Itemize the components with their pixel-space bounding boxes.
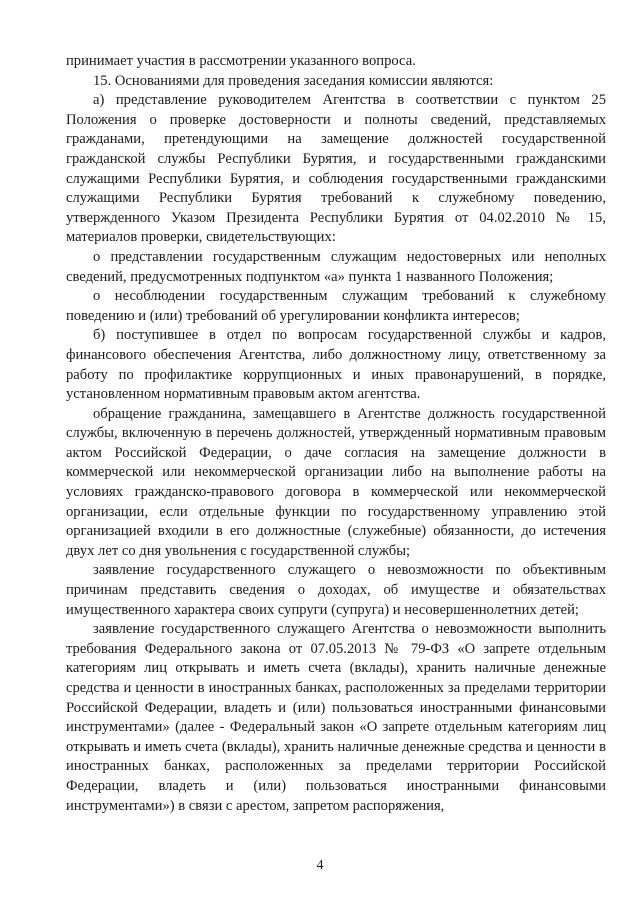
document-body bbox=[66, 52, 606, 816]
paragraph-inaccurate-info: о представлении государственным служащим недостоверных или неполных сведений, предусмотренных подпунктом «а» пункта 1 названного Положения; bbox=[66, 248, 606, 285]
page-number: 4 bbox=[316, 858, 324, 873]
paragraph-citizen-appeal: обращение гражданина, замещавшего в Агентстве должность государственной службы, включенную в перечень должностей, утвержденный нормативным правовым актом Российской Федерации, о даче согласия на замещение должности в коммерческой или некоммерческой организации либо на выполнение работы на условиях гражданско-правового договора в коммерческой или некоммерческой организации, если отдельные функции по государственному управлению этой организацией входили в его должностные (служебные) обязанности, до истечения двух лет со дня увольнения с государственной службы; bbox=[66, 405, 606, 559]
paragraph-subitem-b: б) поступившее в отдел по вопросам государственной службы и кадров, финансового обеспечения Агентства, либо должностному лицу, ответственному за работу по профилактике коррупционных и иных правонарушений, в порядке, установленном нормативным правовым актом агентства. bbox=[66, 327, 606, 403]
paragraph-noncompliance: о несоблюдении государственным служащим требований к служебному поведению и (или) требований об урегулировании конфликта интересов; bbox=[66, 288, 606, 324]
paragraph-statement-federal-law: заявление государственного служащего Агентства о невозможности выполнить требования Федерального закона от 07.05.2013 № 79-ФЗ «О запрете отдельным категориям лиц открывать и иметь счета (вклады), хранить наличные денежные средства и ценности в иностранных банках, расположенных за пределами территории Российской Федерации, владеть и (или) пользоваться иностранными финансовыми инструментами» (далее - Федеральный закон «О запрете отдельным категориям лиц открывать и иметь счета (вклады), хранить наличные денежные средства и ценности в иностранных банках, расположенных за пределами территории Российской Федерации, владеть и (или) пользоваться иностранными финансовыми инструментами») в связи с арестом, запретом распоряжения, bbox=[66, 621, 606, 814]
paragraph-subitem-a: а) представление руководителем Агентства в соответствии с пунктом 25 Положения о проверке достоверности и полноты сведений, представляемых гражданами, претендующими на замещение должностей государственной гражданской службы Республики Бурятия, и государственными гражданскими служащими Республики Бурятия, и соблюдения государственными гражданскими служащими Республики Бурятия требований к служебному поведению, утвержденного Указом Президента Республики Бурятия от 04.02.2010 № 15, материалов проверки, свидетельствующих: bbox=[66, 92, 606, 246]
paragraph-statement-income: заявление государственного служащего о невозможности по объективным причинам представить сведения о доходах, об имуществе и обязательствах имущественного характера своих супруги (супруга) и несовершеннолетних детей; bbox=[66, 562, 606, 618]
paragraph-item-15: 15. Основаниями для проведения заседания комиссии являются: bbox=[93, 72, 494, 89]
paragraph-continuation: принимает участия в рассмотрении указанного вопроса. bbox=[66, 53, 416, 69]
